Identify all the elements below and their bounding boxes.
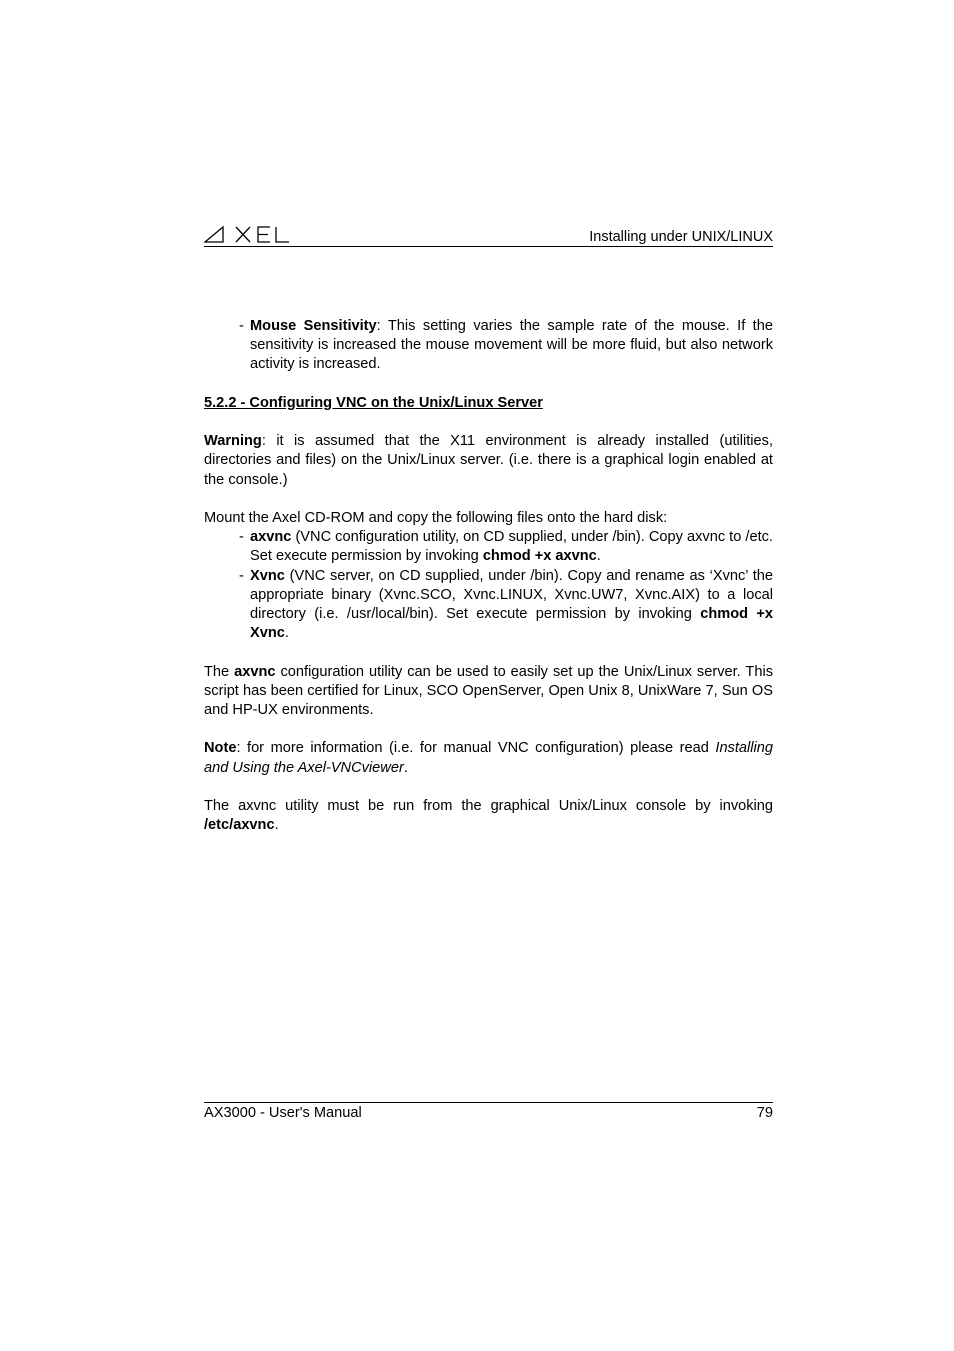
axel-logo [204, 224, 290, 244]
axvnc-paragraph-start: The [204, 663, 235, 680]
bullet-text [250, 567, 773, 644]
bullet-dash: - [239, 529, 244, 546]
command-etc-axvnc: /etc/axvnc [204, 817, 275, 834]
term-axvnc-inline: axvnc [234, 663, 276, 680]
header-section-title: Installing under UNIX/LINUX [589, 229, 773, 245]
axvnc-paragraph [204, 663, 773, 721]
mount-paragraph: Mount the Axel CD-ROM and copy the following files onto the hard disk: [204, 509, 668, 526]
page-content [204, 317, 773, 835]
warning-text: : it is assumed that the X11 environment is already installed (utilities, directories and files) on the Unix/Linux server. (i.e. there is a graphical login enabled at the console.) [204, 433, 773, 488]
footer-page-number: 79 [756, 1105, 773, 1121]
xvnc-description: (VNC server, on CD supplied, under /bin). Copy and rename as ‘Xvnc’ the appropriate binary (Xvnc.SCO, Xvnc.LINUX, Xvnc.UW7, Xvnc.AIX) to a local directory (i.e. /usr/local/bin). Set execute permission by invoking [250, 567, 773, 622]
bullet-mouse-sensitivity [239, 317, 773, 375]
period: . [274, 817, 279, 834]
term-mouse-sensitivity: Mouse Sensitivity [250, 318, 377, 334]
period: . [284, 625, 289, 642]
bullet-text [250, 528, 773, 566]
run-text: The axvnc utility must be run from the graphical Unix/Linux console by invoking [204, 797, 773, 814]
term-note: Note [204, 740, 237, 757]
period: . [596, 548, 601, 565]
reference-vncviewer: Installing and Using the Axel-VNCviewer [204, 740, 773, 776]
period: . [403, 759, 408, 776]
term-xvnc: Xvnc [250, 567, 285, 584]
bullet-axvnc [239, 528, 773, 566]
run-paragraph [204, 797, 773, 835]
footer-manual-title: AX3000 - User's Manual [204, 1105, 362, 1121]
axvnc-paragraph-text: configuration utility can be used to easily set up the Unix/Linux server. This script has been certified for Linux, SCO OpenServer, Open Unix 8, UnixWare 7, Sun OS and HP-UX environments. [204, 663, 773, 718]
command-chmod-axvnc: chmod +x axvnc [482, 548, 597, 565]
note-text: : for more information (i.e. for manual VNC configuration) please read [236, 740, 716, 757]
bullet-xvnc [239, 567, 773, 644]
page-header [204, 222, 773, 247]
bullet-dash: - [239, 318, 244, 334]
term-axvnc: axvnc [250, 529, 292, 546]
axvnc-description: (VNC configuration utility, on CD supplied, under /bin). Copy axvnc to /etc. Set execute permission by invoking [250, 529, 773, 565]
note-paragraph [204, 739, 773, 777]
page-footer [204, 1102, 773, 1121]
term-warning: Warning [204, 433, 262, 450]
warning-paragraph [204, 432, 773, 490]
bullet-dash: - [239, 567, 244, 584]
bullet-text [250, 317, 773, 375]
mouse-sensitivity-description: : This setting varies the sample rate of the mouse. If the sensitivity is increased the mouse movement will be more fluid, but also network activity is increased. [250, 318, 773, 373]
section-heading: 5.2.2 - Configuring VNC on the Unix/Linux Server [204, 394, 543, 411]
command-chmod-xvnc: chmod +x Xvnc [250, 606, 773, 642]
